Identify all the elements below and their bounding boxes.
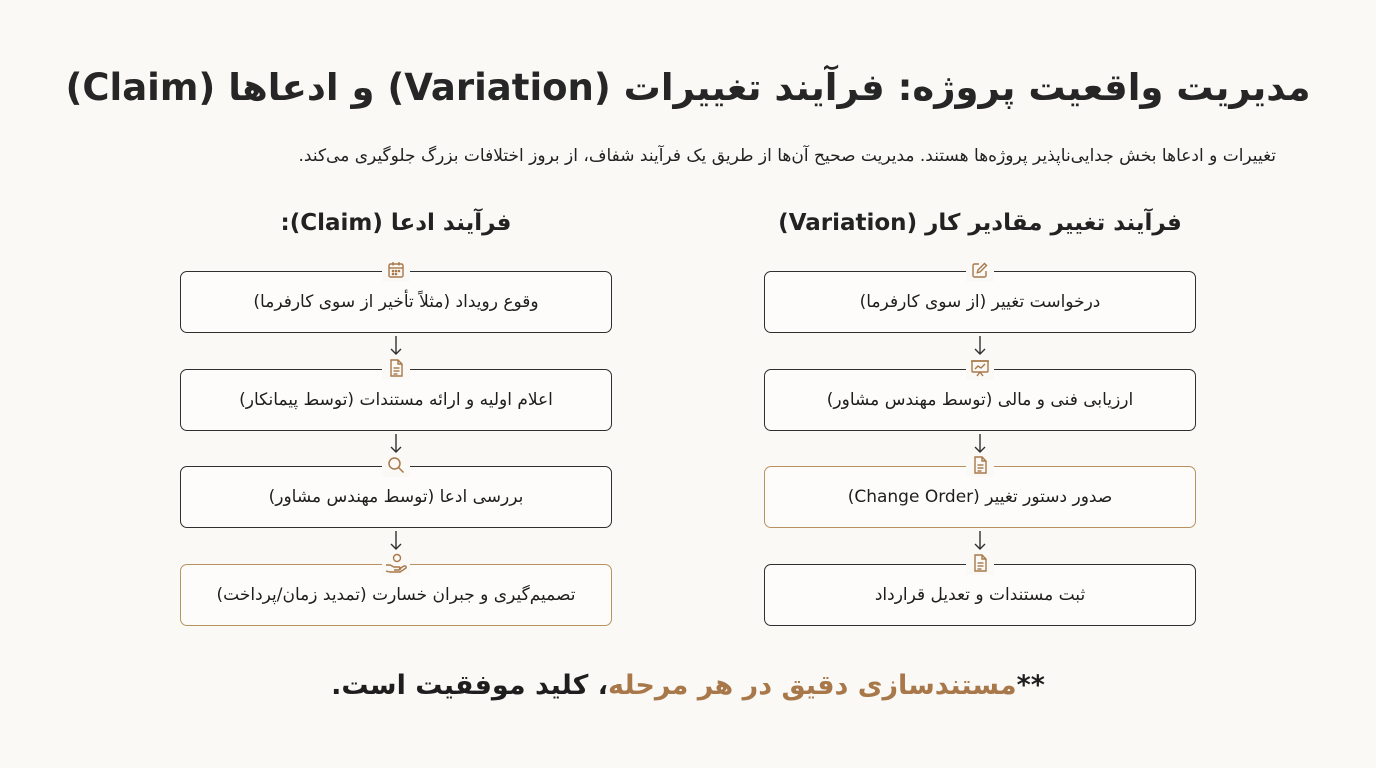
footer-prefix: ** — [1016, 670, 1045, 701]
page-subtitle: تغییرات و ادعاها بخش جدایی‌ناپذیر پروژه‌ها هستند. مدیریت صحیح آن‌ها از طریق یک فرآیند شفاف، از بروز اختلافات بزرگ جلوگیری می‌کند. — [298, 146, 1276, 166]
step-label: درخواست تغییر (از سوی کارفرما) — [859, 292, 1101, 312]
step-label: اعلام اولیه و ارائه مستندات (توسط پیمانکار) — [239, 390, 553, 410]
step-label: وقوع رویداد (مثلاً تأخیر از سوی کارفرما) — [253, 292, 539, 312]
step-label: تصمیم‌گیری و جبران خسارت (تمدید زمان/پرداخت) — [216, 585, 576, 605]
step-label: ارزیابی فنی و مالی (توسط مهندس مشاور) — [826, 390, 1134, 410]
document-icon — [966, 551, 994, 575]
hand-coin-icon — [382, 551, 410, 575]
document-icon — [382, 356, 410, 380]
step-label: ثبت مستندات و تعدیل قرارداد — [874, 585, 1086, 605]
footer-rest: ، کلید موفقیت است. — [331, 670, 608, 701]
variation-step-assessment — [764, 369, 1196, 431]
claim-step-decision — [180, 564, 612, 626]
footer-accent: مستندسازی دقیق در هر مرحله — [607, 670, 1017, 701]
step-label: صدور دستور تغییر (Change Order) — [847, 487, 1113, 507]
chart-board-icon — [966, 356, 994, 380]
edit-icon — [966, 258, 994, 282]
document-icon — [966, 453, 994, 477]
claim-step-event — [180, 271, 612, 333]
variation-step-record — [764, 564, 1196, 626]
step-label: بررسی ادعا (توسط مهندس مشاور) — [268, 487, 524, 507]
variation-step-change-order — [764, 466, 1196, 528]
claim-heading: فرآیند ادعا (Claim): — [280, 210, 512, 236]
footer-note — [0, 670, 1376, 701]
search-icon — [382, 453, 410, 477]
calendar-icon — [382, 258, 410, 282]
page-title: مدیریت واقعیت پروژه: فرآیند تغییرات (Variation) و ادعاها (Claim) — [65, 66, 1311, 109]
variation-step-request — [764, 271, 1196, 333]
variation-heading: فرآیند تغییر مقادیر کار (Variation) — [778, 210, 1182, 236]
claim-step-review — [180, 466, 612, 528]
claim-step-notice — [180, 369, 612, 431]
